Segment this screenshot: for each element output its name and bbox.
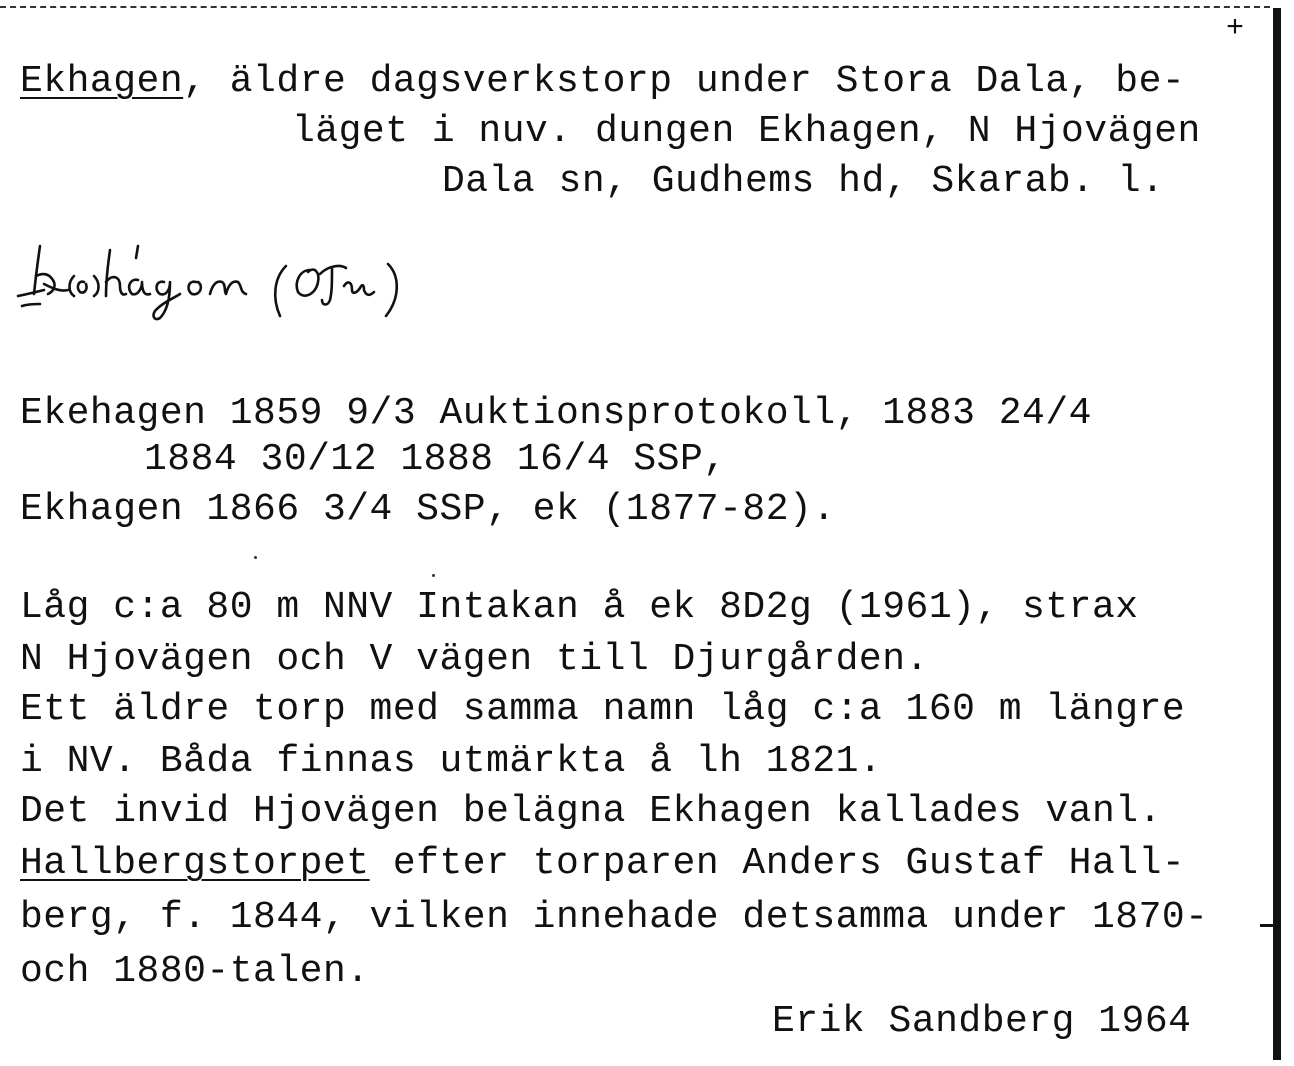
speck-mark [254,556,257,559]
entry-heading-rest: , äldre dagsverkstorp under Stora Dala, be- [183,60,1186,103]
description-line-8: och 1880-talen. [20,950,370,993]
record-line-1: Ekehagen 1859 9/3 Auktionsprotokoll, 1883 24/4 [20,392,1092,435]
description-line-3: Ett äldre torp med samma namn låg c:a 160 m längre [20,688,1186,731]
card-right-edge [1273,8,1281,1060]
entry-heading-line [20,60,1185,104]
description-line-6 [20,842,1185,886]
description-line-4: i NV. Båda finnas utmärkta å lh 1821. [20,740,883,783]
description-line-5: Det invid Hjovägen belägna Ekhagen kallades vanl. [20,790,1162,833]
corner-plus-mark: + [1226,12,1245,46]
handwritten-pronunciation [14,236,534,326]
record-line-3: Ekhagen 1866 3/4 SSP, ek (1877-82). [20,488,836,531]
description-line-7: berg, f. 1844, vilken innehade detsamma under 1870- [20,896,1209,939]
entry-headword: Ekhagen [20,60,184,103]
location-line: läget i nuv. dungen Ekhagen, N Hjovägen [292,110,1201,153]
description-line-2: N Hjovägen och V vägen till Djurgården. [20,638,929,681]
author-signature: Erik Sandberg 1964 [772,1000,1192,1043]
description-line-1: Låg c:a 80 m NNV Intakan å ek 8D2g (1961), strax [20,586,1139,629]
alternate-name: Hallbergstorpet [20,842,370,885]
card-top-edge [0,6,1270,8]
parish-line: Dala sn, Gudhems hd, Skarab. l. [442,160,1165,203]
description-line-6-rest: efter torparen Anders Gustaf Hall- [369,842,1186,885]
edge-tick-mark [1260,924,1276,927]
speck-mark [432,574,435,577]
record-line-2: 1884 30/12 1888 16/4 SSP, [144,438,727,481]
